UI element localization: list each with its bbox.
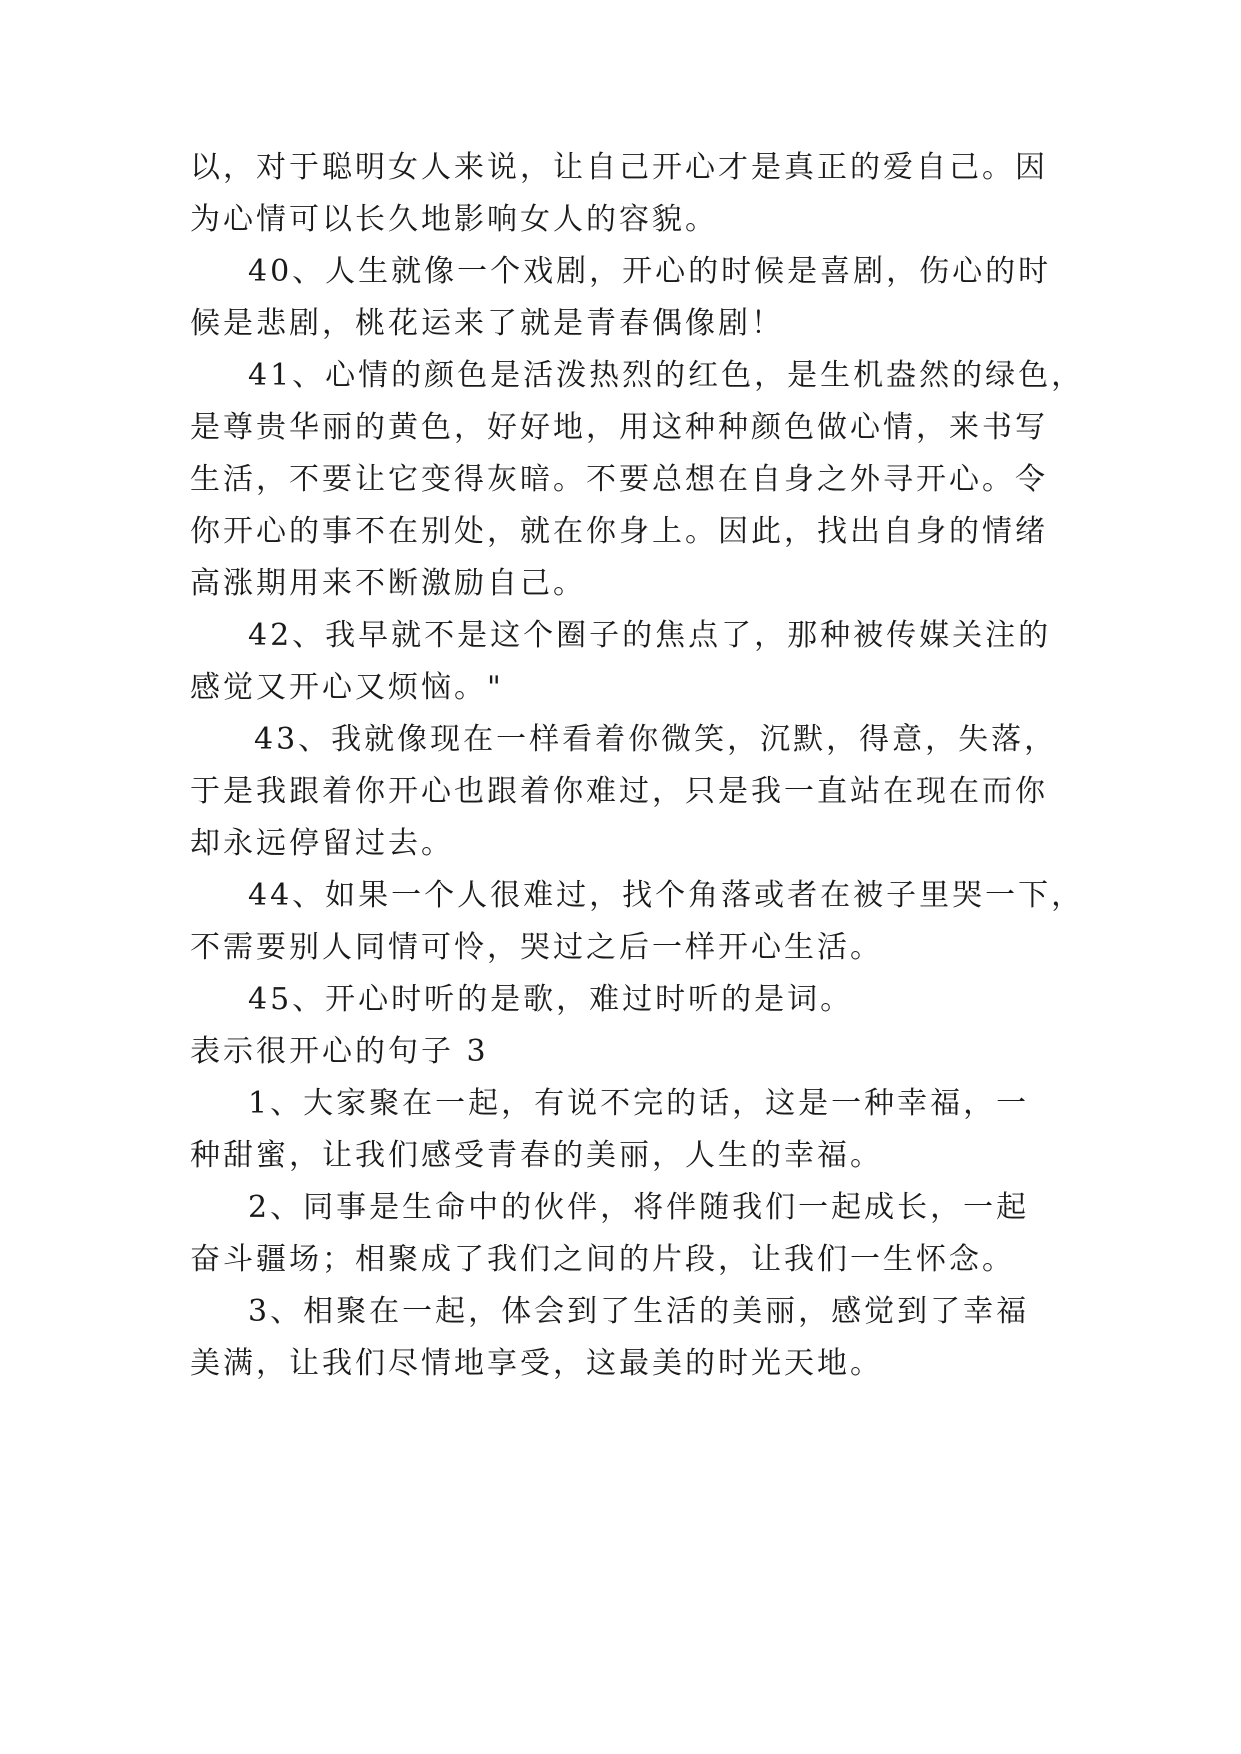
text-line: 以，对于聪明女人来说，让自己开心才是真正的爱自己。因 bbox=[190, 150, 1048, 185]
paragraph-44-line: 44、如果一个人很难过，找个角落或者在被子里哭一下， bbox=[248, 878, 1085, 913]
text-line: 种甜蜜，让我们感受青春的美丽，人生的幸福。 bbox=[190, 1138, 883, 1173]
text-line: 高涨期用来不断激励自己。 bbox=[190, 566, 586, 601]
paragraph-45-line: 45、开心时听的是歌，难过时听的是词。 bbox=[248, 982, 854, 1017]
text-line: 于是我跟着你开心也跟着你难过，只是我一直站在现在而你 bbox=[190, 774, 1048, 809]
text-line: 是尊贵华丽的黄色，好好地，用这种种颜色做心情，来书写 bbox=[190, 410, 1048, 445]
text-line: 候是悲剧，桃花运来了就是青春偶像剧！ bbox=[190, 306, 784, 341]
paragraph-41-line: 41、心情的颜色是活泼热烈的红色，是生机盎然的绿色， bbox=[248, 358, 1085, 393]
paragraph-42-line: 42、我早就不是这个圈子的焦点了，那种被传媒关注的 bbox=[248, 618, 1052, 653]
text-line: 美满，让我们尽情地享受，这最美的时光天地。 bbox=[190, 1346, 883, 1381]
paragraph-43-line: 43、我就像现在一样看着你微笑，沉默，得意，失落， bbox=[254, 722, 1058, 757]
text-line: 为心情可以长久地影响女人的容貌。 bbox=[190, 202, 718, 237]
paragraph-40-line: 40、人生就像一个戏剧，开心的时候是喜剧，伤心的时 bbox=[248, 254, 1052, 289]
paragraph-2-line: 2、同事是生命中的伙伴，将伴随我们一起成长，一起 bbox=[248, 1190, 1030, 1225]
text-line: 却永远停留过去。 bbox=[190, 826, 454, 861]
text-line: 你开心的事不在别处，就在你身上。因此，找出自身的情绪 bbox=[190, 514, 1048, 549]
text-line: 奋斗疆场；相聚成了我们之间的片段，让我们一生怀念。 bbox=[190, 1242, 1015, 1277]
text-line: 生活，不要让它变得灰暗。不要总想在自身之外寻开心。令 bbox=[190, 462, 1048, 497]
paragraph-3-line: 3、相聚在一起，体会到了生活的美丽，感觉到了幸福 bbox=[248, 1294, 1030, 1329]
text-line: 不需要别人同情可怜，哭过之后一样开心生活。 bbox=[190, 930, 883, 965]
text-line: 感觉又开心又烦恼。" bbox=[190, 670, 504, 705]
paragraph-1-line: 1、大家聚在一起，有说不完的话，这是一种幸福，一 bbox=[248, 1086, 1030, 1121]
section-heading: 表示很开心的句子 3 bbox=[190, 1034, 489, 1069]
